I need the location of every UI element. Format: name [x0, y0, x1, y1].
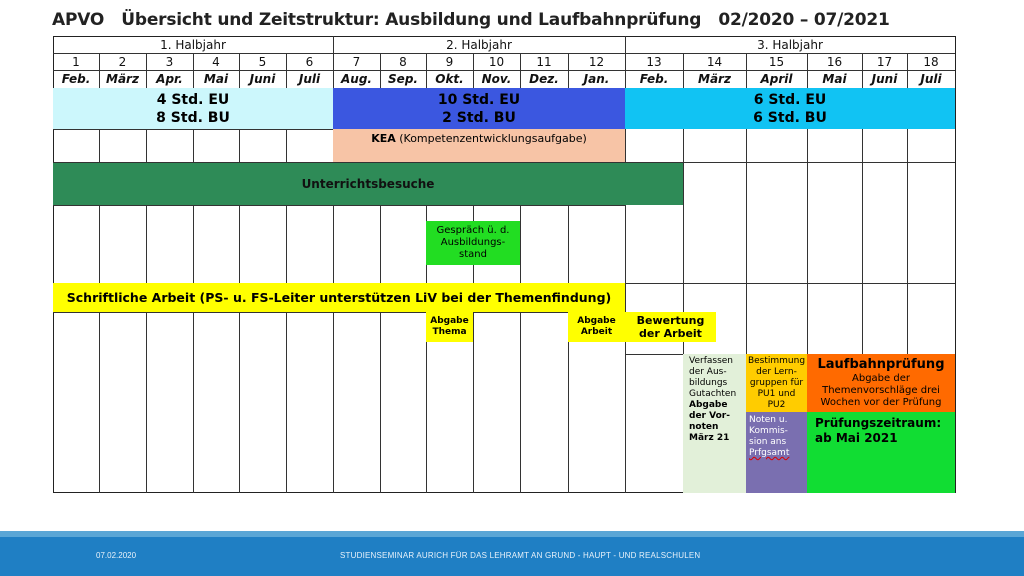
month-name: Aug.	[341, 72, 372, 86]
month-name: Dez.	[529, 72, 559, 86]
pruefungszeitraum-l1: Prüfungszeitraum:	[815, 416, 942, 430]
month-number: 2	[118, 54, 127, 69]
month-number: 15	[768, 54, 785, 69]
month-number: 18	[923, 54, 939, 69]
hours-1-eu: 4 Std. EU	[156, 91, 230, 108]
schriftliche-arbeit-block	[53, 283, 625, 312]
month-name: März	[698, 72, 731, 86]
hours-2-bu: 2 Std. BU	[442, 109, 516, 126]
header-line	[53, 53, 955, 54]
unterrichtsbesuche-label: Unterrichtsbesuche	[301, 177, 435, 191]
bestimmung-block	[746, 354, 807, 412]
month-name: März	[106, 72, 139, 86]
verfassen-l2: der Aus-	[689, 367, 727, 377]
abgabe-arbeit-l2: Arbeit	[580, 327, 613, 337]
month-name: Mai	[203, 72, 229, 86]
half-header: 3. Halbjahr	[757, 37, 823, 52]
abgabe-arbeit-l1: Abgabe	[577, 316, 616, 326]
pruefungszeitraum-l2: ab Mai 2021	[815, 431, 898, 445]
gespraech-l2: Ausbildungs-	[440, 237, 506, 248]
laufbahn-title: Laufbahnprüfung	[817, 357, 945, 372]
verfassen-l3: bildungs	[689, 378, 728, 388]
month-number: 4	[212, 54, 220, 69]
month-name: Nov.	[481, 72, 512, 86]
month-name: Juni	[249, 72, 276, 86]
noten-l3: sion ans	[749, 437, 787, 447]
gespraech-block	[426, 221, 520, 265]
laufbahn-block	[807, 354, 955, 412]
kea-block	[333, 129, 625, 162]
month-number: 7	[352, 54, 361, 69]
gespraech-l3: stand	[459, 249, 487, 260]
bewertung-l2: der Arbeit	[639, 327, 702, 340]
hours-3-eu: 6 Std. EU	[753, 91, 827, 108]
month-number: 13	[646, 54, 662, 69]
month-number: 5	[258, 54, 267, 69]
month-number: 1	[72, 54, 80, 69]
hours-block-2	[333, 88, 625, 129]
laufbahn-l3: Wochen vor der Prüfung	[820, 397, 942, 408]
verfassen-l6: der Vor-	[689, 411, 730, 421]
bewertung-l1: Bewertung	[636, 314, 705, 327]
bestimmung-l4: PU1 und	[757, 388, 796, 399]
verfassen-l8: März 21	[689, 433, 730, 443]
noten-block	[746, 412, 807, 493]
month-name: Feb.	[639, 72, 669, 86]
verfassen-l1: Verfassen	[689, 356, 733, 366]
month-name: Mai	[822, 72, 847, 86]
half-header: 1. Halbjahr	[160, 37, 226, 52]
month-name: April	[760, 72, 793, 86]
gespraech-l1: Gespräch ü. d.	[436, 225, 510, 236]
half-header: 2. Halbjahr	[446, 37, 512, 52]
row-line	[53, 312, 625, 313]
verfassen-l4: Gutachten	[689, 389, 737, 399]
kea-bold: KEA	[371, 132, 396, 145]
bewertung-block	[625, 312, 716, 342]
noten-l2: Kommis-	[749, 426, 788, 436]
hours-3-bu: 6 Std. BU	[753, 109, 827, 126]
laufbahn-l2: Themenvorschläge drei	[822, 385, 940, 396]
bestimmung-l2: der Lern-	[756, 366, 797, 377]
month-number: 10	[488, 54, 505, 69]
footer-text: STUDIENSEMINAR AURICH FÜR DAS LEHRAMT AN GRUND - HAUPT - UND REALSCHULEN	[340, 551, 701, 560]
page-title: APVO Übersicht und Zeitstruktur: Ausbildung und Laufbahnprüfung 02/2020 – 07/2021	[52, 10, 890, 30]
kea-rest: (Kompetenzentwicklungsaufgabe)	[395, 132, 587, 145]
verfassen-l5: Abgabe	[689, 400, 728, 410]
month-number: 8	[399, 54, 407, 69]
month-name: Sep.	[388, 72, 418, 86]
hours-block-3	[625, 88, 955, 129]
month-number: 16	[826, 54, 843, 69]
abgabe-thema-l1: Abgabe	[430, 316, 469, 326]
month-name: Jan.	[583, 72, 610, 86]
month-number: 9	[445, 54, 454, 69]
hours-block-1	[53, 88, 333, 129]
noten-l1: Noten u.	[749, 415, 788, 425]
month-name: Okt.	[435, 72, 464, 86]
month-name: Juli	[298, 72, 321, 86]
abgabe-thema-l2: Thema	[432, 327, 467, 337]
month-name: Juli	[920, 72, 942, 86]
verfassen-block	[683, 354, 746, 493]
unterrichtsbesuche-block	[53, 163, 683, 205]
month-number: 6	[305, 54, 314, 69]
bestimmung-l3: gruppen für	[749, 377, 804, 388]
month-number: 11	[536, 54, 552, 69]
month-number: 14	[706, 54, 723, 69]
month-name: Juni	[871, 72, 898, 86]
pruefungszeitraum-block	[807, 412, 955, 493]
row-line	[53, 205, 625, 206]
month-number: 12	[588, 54, 605, 69]
header-line	[53, 70, 955, 71]
abgabe-thema-block	[426, 312, 473, 342]
hours-2-eu: 10 Std. EU	[437, 91, 521, 108]
bestimmung-l5: PU2	[767, 399, 786, 410]
month-name: Apr.	[156, 72, 183, 86]
laufbahn-l1: Abgabe der	[852, 373, 910, 384]
month-number: 3	[165, 54, 174, 69]
footer-date: 07.02.2020	[96, 551, 137, 560]
noten-l4: Prfgsamt	[749, 448, 790, 458]
bestimmung-l1: Bestimmung	[747, 355, 806, 366]
verfassen-l7: noten	[689, 422, 719, 432]
abgabe-arbeit-block	[568, 312, 625, 342]
hours-1-bu: 8 Std. BU	[156, 109, 230, 126]
month-name: Feb.	[61, 72, 91, 86]
month-number: 17	[876, 54, 893, 69]
schriftliche-arbeit-label: Schriftliche Arbeit (PS- u. FS-Leiter unterstützen LiV bei der Themenfindung)	[66, 289, 612, 305]
